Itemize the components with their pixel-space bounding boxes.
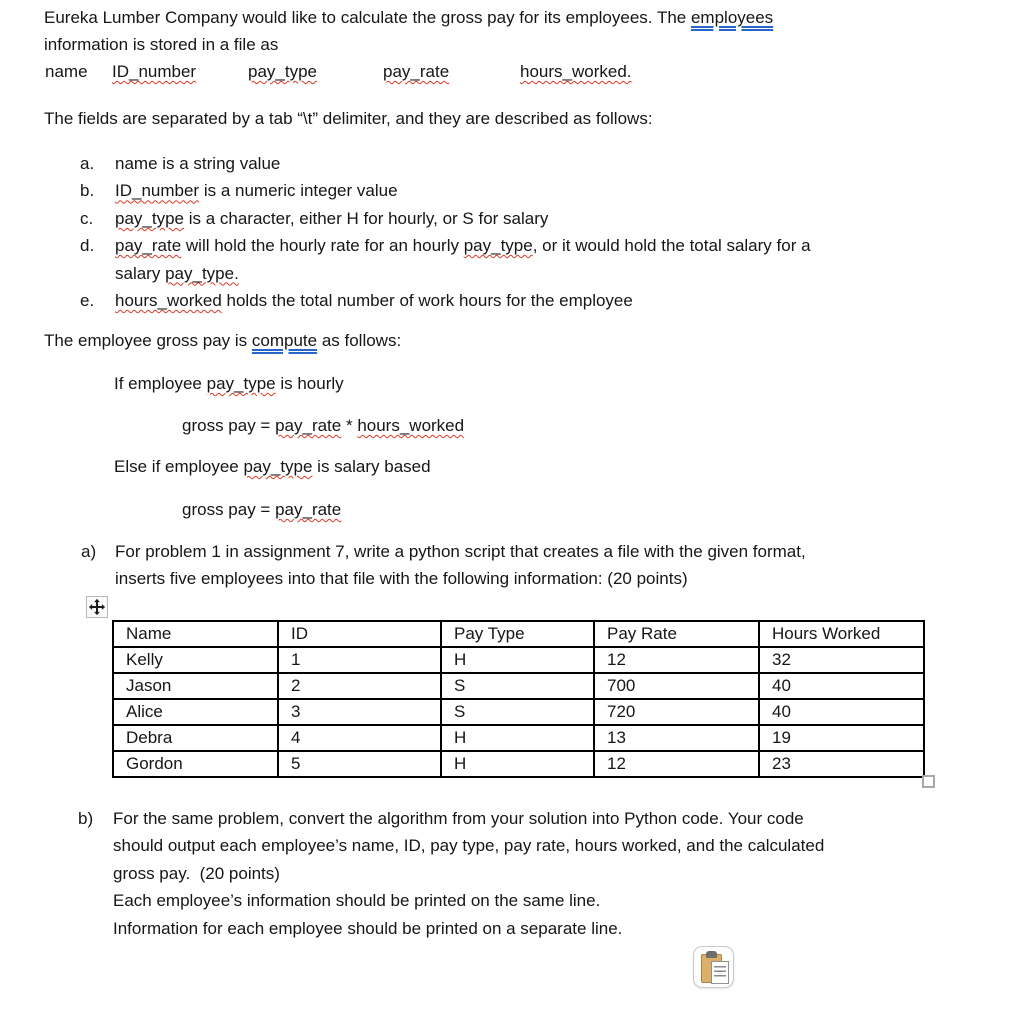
grammar-flagged-word: compute xyxy=(251,331,318,350)
table-cell: Gordon xyxy=(113,751,278,777)
part-b-line-1: For the same problem, convert the algorithm from your solution into Python code. Your code xyxy=(113,809,804,828)
part-a-line-1: For problem 1 in assignment 7, write a python script that creates a file with the given format, xyxy=(115,542,806,561)
list-item-text xyxy=(115,205,548,232)
table-row xyxy=(113,725,924,751)
gross-pay-hourly-formula xyxy=(182,412,464,439)
table-cell: 2 xyxy=(278,673,441,699)
table-cell: Kelly xyxy=(113,647,278,673)
list-item xyxy=(80,205,811,232)
list-item xyxy=(80,232,811,259)
table-header-cell: Pay Type xyxy=(441,621,594,647)
text-run: as follows: xyxy=(317,331,402,350)
table-cell: Jason xyxy=(113,673,278,699)
gross-pay-if-line xyxy=(114,370,344,397)
part-b-line-5: Information for each employee should be printed on a separate line. xyxy=(113,918,623,938)
part-b-line-4: Each employee’s information should be printed on the same line. xyxy=(113,891,601,911)
misspelled-word: pay_rate xyxy=(275,416,342,435)
text-run: gross pay = xyxy=(182,416,276,435)
table-body xyxy=(113,647,924,777)
field-name: name xyxy=(45,62,88,81)
gross-pay-salary-formula xyxy=(182,496,341,523)
table-cell: 13 xyxy=(594,725,759,751)
text-run: Eureka Lumber Company would like to calculate the gross pay for its employees. The xyxy=(44,8,691,27)
text-run: is a character, either H for hourly, or S for salary xyxy=(184,208,549,228)
part-b-line-3: gross pay. (20 points) xyxy=(113,863,280,883)
misspelled-word: pay_type xyxy=(206,374,276,393)
text-run: If employee xyxy=(114,374,207,393)
delimiter-paragraph xyxy=(44,105,653,132)
part-a-marker: a) xyxy=(81,542,97,561)
paste-options-button[interactable] xyxy=(693,946,734,988)
clipboard-clip xyxy=(706,951,717,958)
list-item-continuation xyxy=(80,260,811,287)
list-item xyxy=(80,177,811,204)
table-cell: Debra xyxy=(113,725,278,751)
table-resize-handle[interactable] xyxy=(922,775,935,788)
misspelled-word: pay_type xyxy=(463,236,533,256)
misspelled-word: pay_type xyxy=(115,208,184,228)
employee-table xyxy=(112,620,925,778)
table-cell: 12 xyxy=(594,751,759,777)
table-cell: S xyxy=(441,673,594,699)
file-fields-line xyxy=(45,62,695,88)
table-header-row xyxy=(113,621,924,647)
list-item-text xyxy=(115,232,811,259)
table-cell: 40 xyxy=(759,699,924,725)
intro-line-1 xyxy=(44,4,773,31)
table-cell: H xyxy=(441,647,594,673)
text-run: , or it would hold the total salary for a xyxy=(532,236,811,256)
table-cell: 32 xyxy=(759,647,924,673)
table-cell: H xyxy=(441,725,594,751)
list-marker: b. xyxy=(80,181,95,201)
table-cell: 4 xyxy=(278,725,441,751)
text-run: is a numeric integer value xyxy=(199,181,398,201)
table-cell: 700 xyxy=(594,673,759,699)
part-b-marker: b) xyxy=(78,809,94,828)
table-move-handle[interactable] xyxy=(86,596,108,618)
table-row xyxy=(113,673,924,699)
misspelled-word: hours_worked xyxy=(357,416,465,435)
list-item-text xyxy=(115,260,239,287)
field-pay-rate: pay_rate xyxy=(383,62,450,81)
list-marker: a. xyxy=(80,154,95,173)
part-a-item xyxy=(81,538,806,593)
misspelled-word: pay_type. xyxy=(165,263,239,283)
table-header-cell: Hours Worked xyxy=(759,621,924,647)
document-text-lines xyxy=(714,966,726,979)
table-cell: 1 xyxy=(278,647,441,673)
part-a-line-2: inserts five employees into that file with the following information: (20 points) xyxy=(115,569,688,589)
clipboard-paste-icon xyxy=(694,947,733,987)
move-cross-icon xyxy=(88,598,106,616)
text-run: information is stored in a file as xyxy=(44,35,279,55)
misspelled-word: pay_rate xyxy=(275,500,342,519)
table-cell: H xyxy=(441,751,594,777)
field-pay-type: pay_type xyxy=(248,62,317,81)
grammar-flagged-word: employees xyxy=(690,8,774,27)
table-row xyxy=(113,699,924,725)
table-cell: 3 xyxy=(278,699,441,725)
list-item xyxy=(80,150,811,177)
misspelled-word: ID_number xyxy=(115,181,200,201)
intro-line-2 xyxy=(44,31,773,58)
text-run: The employee gross pay is xyxy=(44,331,252,350)
text-run: is salary based xyxy=(312,457,431,476)
table-cell: 720 xyxy=(594,699,759,725)
text-run: holds the total number of work hours for the employee xyxy=(221,291,633,311)
field-description-list xyxy=(80,150,811,314)
gross-pay-intro xyxy=(44,327,401,354)
table-cell: 5 xyxy=(278,751,441,777)
field-id-number: ID_number xyxy=(112,62,197,81)
intro-paragraph xyxy=(44,4,773,59)
part-b-line-2: should output each employee’s name, ID, pay type, pay rate, hours worked, and the calculated xyxy=(113,836,825,856)
misspelled-word: hours_worked xyxy=(115,291,222,311)
text-run: name is a string value xyxy=(115,154,281,173)
part-b-item xyxy=(78,805,824,942)
table-cell: S xyxy=(441,699,594,725)
text-run: salary xyxy=(115,263,166,283)
text-run: * xyxy=(341,416,358,435)
table-cell: 19 xyxy=(759,725,924,751)
text-run: is hourly xyxy=(275,374,344,393)
table-header-cell: ID xyxy=(278,621,441,647)
list-marker: e. xyxy=(80,291,95,311)
text-run: will hold the hourly rate for an hourly xyxy=(181,236,464,256)
table-cell: 12 xyxy=(594,647,759,673)
table-header-cell: Pay Rate xyxy=(594,621,759,647)
field-hours-worked: hours_worked. xyxy=(520,62,632,81)
list-item-text xyxy=(115,177,398,204)
table-header-cell: Name xyxy=(113,621,278,647)
table-cell: 40 xyxy=(759,673,924,699)
list-marker: d. xyxy=(80,236,95,256)
gross-pay-else-line xyxy=(114,453,431,480)
list-marker: c. xyxy=(80,208,94,228)
text-run: The fields are separated by a tab “\t” delimiter, and they are described as follows: xyxy=(44,109,653,128)
table-row xyxy=(113,647,924,673)
table-cell: 23 xyxy=(759,751,924,777)
table-cell: Alice xyxy=(113,699,278,725)
text-run: gross pay = xyxy=(182,500,276,519)
text-run: Else if employee xyxy=(114,457,244,476)
list-item xyxy=(80,287,811,314)
clipboard-document xyxy=(711,961,729,984)
misspelled-word: pay_type xyxy=(243,457,313,476)
list-item-text xyxy=(115,150,280,177)
misspelled-word: pay_rate xyxy=(115,236,182,256)
list-item-text xyxy=(115,287,633,314)
table-row xyxy=(113,751,924,777)
